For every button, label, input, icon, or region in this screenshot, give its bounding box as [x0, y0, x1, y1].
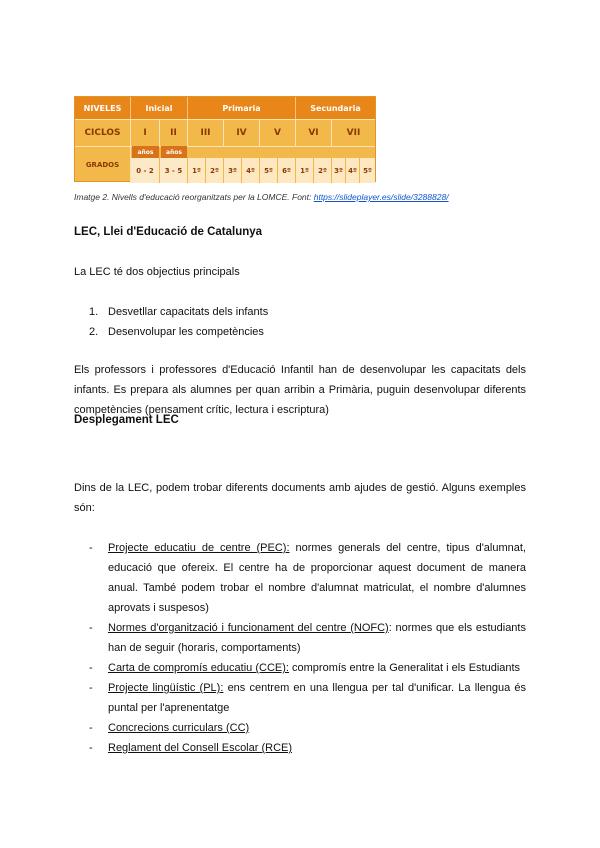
grade-cell: 2º	[314, 158, 332, 183]
level-secundaria: Secundaria	[310, 103, 361, 113]
list-dash: -	[89, 682, 93, 694]
ciclo-cell: VII	[346, 127, 361, 138]
grade-cell: 4º	[346, 158, 360, 183]
caption-source-link[interactable]: https://slideplayer.es/slide/3288828/	[313, 192, 449, 202]
list-dash: -	[89, 742, 93, 754]
document-term: Reglament del Consell Escolar (RCE)	[108, 742, 293, 754]
list-dash: -	[89, 542, 93, 554]
age-range: 3 - 5	[160, 158, 188, 183]
document-desc: normes generals del centre, tipus d'alumnat, educació que ofereix. El centre ha de proporcionar aquest document de manera anual. També podem trobar el nombre d'alumnat matriculat, el nombre d'alumnes aprovats i suspesos)	[108, 542, 526, 614]
list-item	[89, 658, 526, 678]
objectives-list	[89, 302, 268, 342]
level-inicial: Inicial	[131, 97, 188, 119]
document-term: Concrecions curriculars (CC)	[108, 722, 250, 734]
ciclo-cell: V	[260, 119, 296, 146]
niveles-label: NIVELES	[75, 97, 131, 119]
caption-text: Imatge 2. Nivells d'educació reorganitzats per la LOMCE. Font:	[74, 192, 314, 202]
grade-cell: 3º	[332, 158, 346, 183]
education-levels-figure	[74, 96, 376, 182]
section-heading-desplegament: Desplegament LEC	[74, 414, 179, 426]
level-primaria: Primaria	[188, 97, 296, 119]
list-item	[89, 302, 268, 322]
grade-cell: 5º	[260, 158, 278, 183]
grade-cell: 5º	[360, 158, 375, 183]
section-heading-lec: LEC, Llei d'Educació de Catalunya	[74, 226, 263, 238]
list-item-text: Desenvolupar les competències	[108, 326, 264, 338]
ciclo-cell: VI	[296, 119, 332, 146]
list-item	[89, 538, 526, 618]
ciclo-cell: IV	[224, 119, 260, 146]
grade-cell: 3º	[224, 158, 242, 183]
grade-cell: 2º	[206, 158, 224, 183]
document-desc: compromís entre la Generalitat i els Estudiants	[288, 662, 521, 674]
list-dash: -	[89, 662, 93, 674]
document-desc: ens centrem en una llengua per tal d'unificar. La llengua és puntal per l'aprenentatge	[108, 682, 526, 714]
document-term: Projecte educatiu de centre (PEC):	[108, 542, 290, 554]
documents-list	[89, 538, 526, 758]
age-range: 0 - 2	[131, 158, 160, 183]
anos-label: años	[161, 146, 187, 158]
document-term: Projecte lingüístic (PL):	[108, 682, 224, 694]
grados-label: GRADOS	[75, 146, 131, 183]
desplegament-intro: Dins de la LEC, podem trobar diferents documents amb ajudes de gestió. Alguns exemples són:	[74, 482, 526, 514]
list-number: 2.	[89, 326, 99, 338]
ciclo-cell: I	[131, 119, 160, 146]
document-term: Normes d'organització i funcionament del centre (NOFC)	[108, 622, 389, 634]
anos-label: años	[132, 146, 159, 158]
list-item	[89, 678, 526, 718]
list-dash: -	[89, 622, 93, 634]
list-item-text: Desvetllar capacitats dels infants	[108, 306, 269, 318]
ciclos-label: CICLOS	[75, 119, 131, 146]
grade-cell: 4º	[242, 158, 260, 183]
document-term: Carta de compromís educatiu (CCE):	[108, 662, 289, 674]
divider	[75, 119, 375, 120]
list-item	[89, 738, 526, 758]
grade-cell: 6º	[278, 158, 296, 183]
ciclo-cell: II	[160, 119, 188, 146]
list-dash: -	[89, 722, 93, 734]
lec-intro: La LEC té dos objectius principals	[74, 266, 240, 278]
grade-cell: 1º	[188, 158, 206, 183]
ciclo-cell: III	[188, 119, 224, 146]
list-item	[89, 718, 526, 738]
document-desc: : normes que els estudiants han de seguir (horaris, comportaments)	[108, 622, 526, 654]
figure-caption	[74, 192, 534, 202]
list-item	[89, 322, 268, 342]
lec-paragraph: Els professors i professores d'Educació Infantil han de desenvolupar les capacitats dels infants. Es prepara als alumnes per quan arribin a Primària, puguin desenvolupar diferents competències (pensament crític, lectura i escriptura)	[74, 364, 526, 416]
list-item	[89, 618, 526, 658]
list-number: 1.	[89, 306, 99, 318]
grade-cell: 1º	[296, 158, 314, 183]
